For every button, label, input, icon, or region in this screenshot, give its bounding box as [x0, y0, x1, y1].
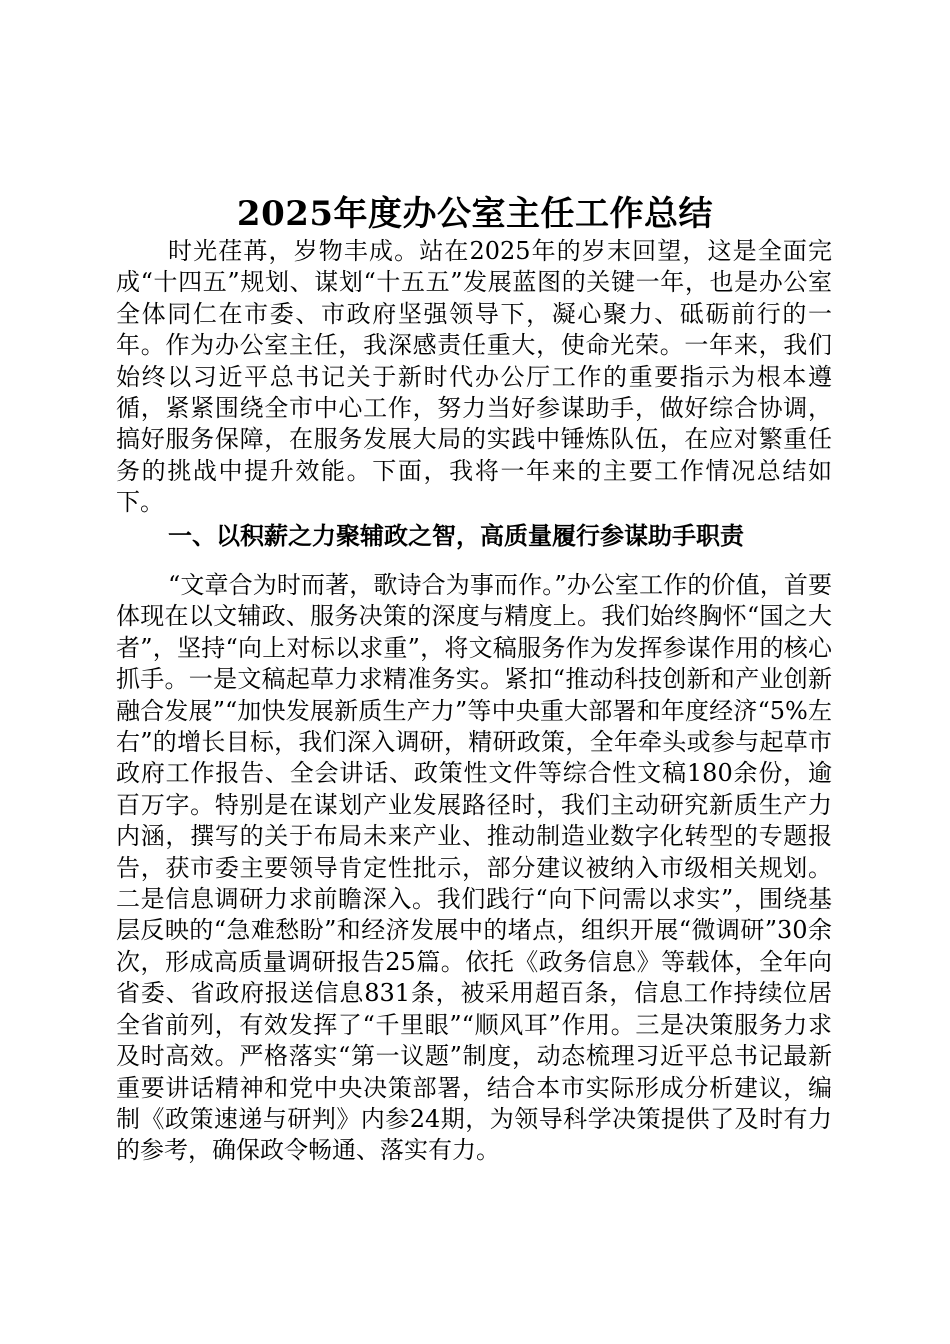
- section-heading: 一、以积薪之力聚辅政之智，高质量履行参谋助手职责: [168, 522, 744, 550]
- section-paragraph: “文章合为时而著，歌诗合为事而作。”办公室工作的价值，首要体现在以文辅政、服务决策的深度与精度上。我们始终胸怀“国之大者”，坚持“向上对标以求重”，将文稿服务作为发挥参谋作用的核心抓手。一是文稿起草力求精准务实。紧扣“推动科技创新和产业创新融合发展”“加快发展新质生产力”等中央重大部署和年度经济“5%左右”的增长目标，我们深入调研，精研政策，全年牵头或参与起草市政府工作报告、全会讲话、政策性文件等综合性文稿180余份，逾百万字。特别是在谋划产业发展路径时，我们主动研究新质生产力内涵，撰写的关于布局未来产业、推动制造业数字化转型的专题报告，获市委主要领导肯定性批示，部分建议被纳入市级相关规划。二是信息调研力求前瞻深入。我们践行“向下问需以求实”，围绕基层反映的“急难愁盼”和经济发展中的堵点，组织开展“微调研”30余次，形成高质量调研报告25篇。依托《政务信息》等载体，全年向省委、省政府报送信息831条，被采用超百条，信息工作持续位居全省前列，有效发挥了“千里眼”“顺风耳”作用。三是决策服务力求及时高效。严格落实“第一议题”制度，动态梳理习近平总书记最新重要讲话精神和党中央决策部署，结合本市实际形成分析建议，编制《政策速递与研判》内参24期，为领导科学决策提供了及时有力的参考，确保政令畅通、落实有力。: [116, 571, 832, 1165]
- intro-paragraph: 时光荏苒，岁物丰成。站在2025年的岁末回望，这是全面完成“十四五”规划、谋划“十五五”发展蓝图的关键一年，也是办公室全体同仁在市委、市政府坚强领导下，凝心聚力、砥砺前行的一年。作为办公室主任，我深感责任重大，使命光荣。一年来，我们始终以习近平总书记关于新时代办公厅工作的重要指示为根本遵循，紧紧围绕全市中心工作，努力当好参谋助手，做好综合协调，搞好服务保障，在服务发展大局的实践中锤炼队伍，在应对繁重任务的挑战中提升效能。下面，我将一年来的主要工作情况总结如下。: [116, 237, 832, 517]
- document-title: 2025年度办公室主任工作总结: [236, 193, 714, 234]
